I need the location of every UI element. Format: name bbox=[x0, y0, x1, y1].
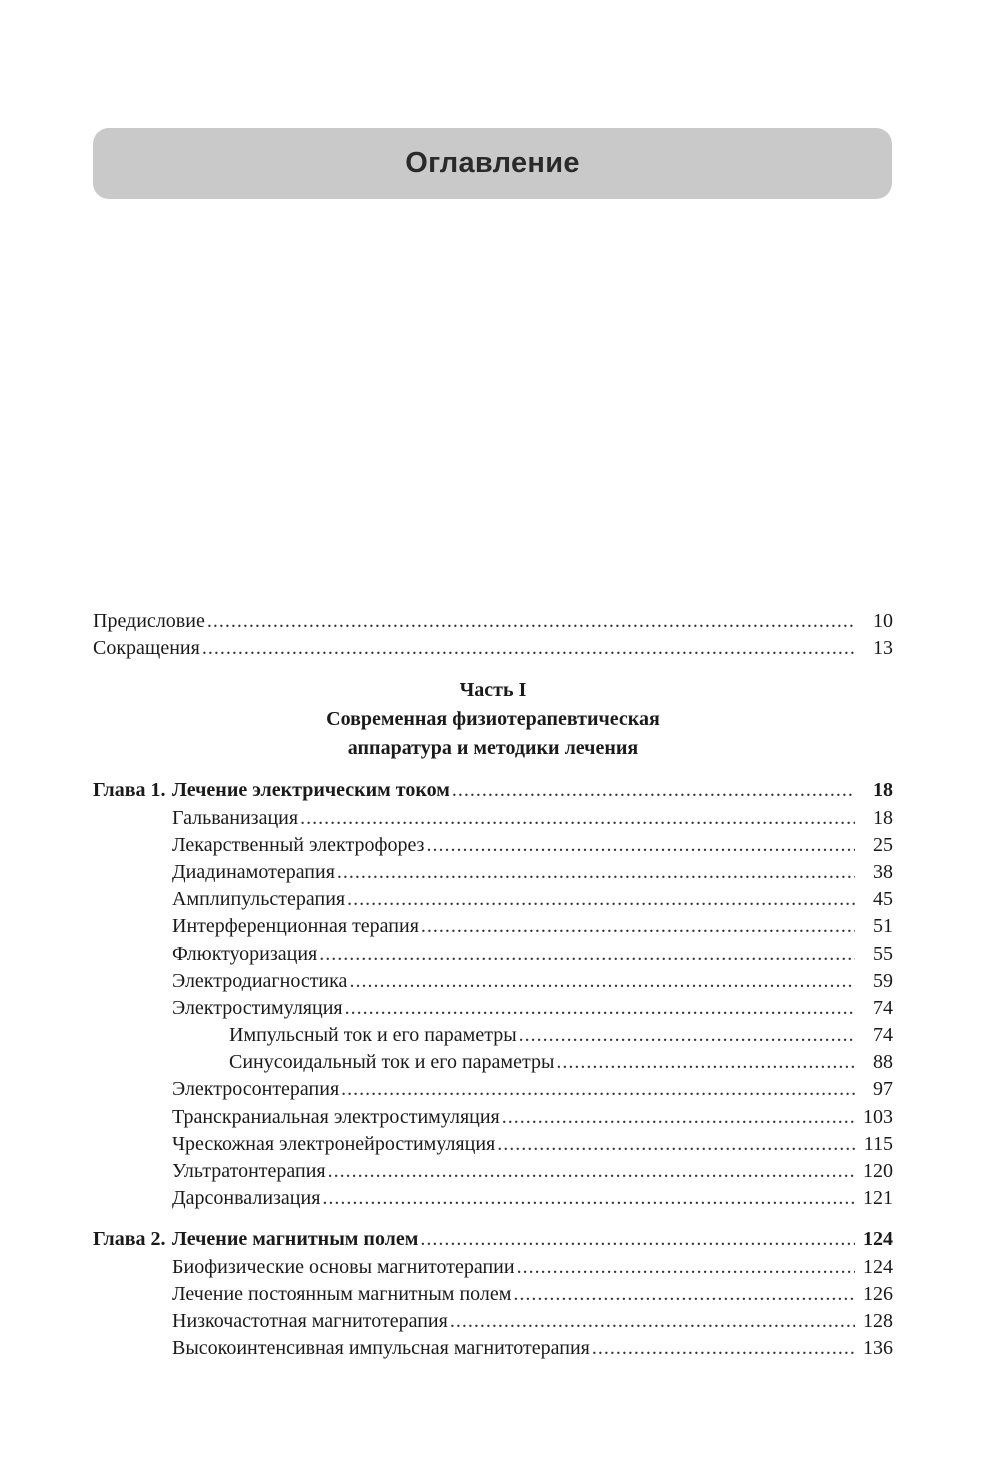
toc-section[interactable] bbox=[93, 805, 893, 832]
chapter-number: Глава 2. bbox=[93, 1228, 166, 1251]
toc-title-banner bbox=[93, 128, 892, 199]
toc-entry-page: 120 bbox=[863, 1160, 893, 1182]
toc-entry-page: 38 bbox=[873, 860, 893, 883]
toc-section-label: Ультратонтерапия bbox=[172, 1160, 326, 1182]
toc-entry-abbreviations[interactable] bbox=[93, 635, 893, 662]
toc-section[interactable] bbox=[93, 1104, 893, 1131]
leader-dots bbox=[337, 859, 855, 886]
toc-section-label: Дарсонвализация bbox=[172, 1187, 321, 1210]
chapter-title: Лечение электрическим током bbox=[172, 779, 450, 802]
toc-entry-label: Сокращения bbox=[93, 637, 200, 660]
toc-entry-page: 136 bbox=[863, 1337, 893, 1360]
chapter-number: Глава 1. bbox=[93, 779, 166, 802]
toc-section[interactable] bbox=[93, 1076, 893, 1103]
toc-chapter-1[interactable] bbox=[93, 777, 893, 804]
toc-entry-page: 18 bbox=[873, 806, 893, 829]
leader-dots bbox=[519, 1022, 855, 1049]
leader-dots bbox=[450, 1308, 855, 1335]
leader-dots bbox=[556, 1049, 855, 1076]
leader-dots bbox=[421, 913, 855, 940]
toc-entry-page: 97 bbox=[873, 1078, 893, 1101]
toc-entry-preface[interactable] bbox=[93, 608, 893, 635]
toc-section-label: Интерференционная терапия bbox=[172, 915, 419, 938]
toc-section-label: Высокоинтенсивная импульсная магнитотерапия bbox=[172, 1337, 590, 1360]
toc-entry-page: 13 bbox=[873, 637, 893, 660]
toc-entry-page: 55 bbox=[873, 942, 893, 965]
toc-entry-page: 128 bbox=[863, 1309, 893, 1332]
toc-section[interactable] bbox=[93, 968, 893, 995]
toc-section-label: Низкочастотная магнитотерапия bbox=[172, 1309, 448, 1332]
toc-subsection-label: Синусоидальный ток и его параметры bbox=[229, 1051, 555, 1074]
toc-entry-page: 59 bbox=[873, 969, 893, 992]
toc-section[interactable] bbox=[93, 886, 893, 913]
toc-section[interactable] bbox=[93, 1335, 893, 1362]
part-title-line-1: Современная физиотерапевтическая bbox=[326, 708, 660, 731]
toc-subsection[interactable] bbox=[93, 1049, 893, 1076]
toc-section-label: Электродиагностика bbox=[172, 969, 348, 992]
toc-subsection[interactable] bbox=[93, 1022, 893, 1049]
part-number: Часть I bbox=[459, 679, 527, 702]
toc-section-label: Транскраниальная электростимуляция bbox=[172, 1105, 500, 1128]
toc-entry-page: 74 bbox=[873, 996, 893, 1019]
chapter-gap bbox=[93, 1212, 893, 1226]
part-heading bbox=[93, 676, 893, 763]
toc-section-label: Гальванизация bbox=[172, 806, 299, 829]
toc-section[interactable] bbox=[93, 913, 893, 940]
toc-section[interactable] bbox=[93, 1131, 893, 1158]
toc-entry-page: 121 bbox=[863, 1187, 893, 1210]
toc-section[interactable] bbox=[93, 1254, 893, 1281]
toc-section-label: Электростимуляция bbox=[172, 996, 343, 1019]
leader-dots bbox=[322, 1185, 855, 1212]
page-title: Оглавление bbox=[405, 147, 580, 179]
chapter-title: Лечение магнитным полем bbox=[172, 1228, 419, 1251]
toc-section[interactable] bbox=[93, 941, 893, 968]
toc-section[interactable] bbox=[93, 1308, 893, 1335]
toc-entry-page: 88 bbox=[873, 1051, 893, 1074]
toc-entry-page: 10 bbox=[873, 610, 893, 632]
toc-section-label: Электросонтерапия bbox=[172, 1078, 340, 1101]
leader-dots bbox=[345, 995, 855, 1022]
toc-entry-page: 45 bbox=[873, 888, 893, 911]
leader-dots bbox=[202, 635, 855, 662]
toc-section-label: Лечение постоянным магнитным полем bbox=[172, 1282, 512, 1305]
toc-chapter-2[interactable] bbox=[93, 1226, 893, 1253]
leader-dots bbox=[420, 1226, 855, 1253]
leader-dots bbox=[319, 941, 855, 968]
leader-dots bbox=[592, 1335, 855, 1362]
leader-dots bbox=[452, 777, 855, 804]
toc-section[interactable] bbox=[93, 1281, 893, 1308]
toc-entry-page: 124 bbox=[863, 1228, 893, 1251]
toc-section[interactable] bbox=[93, 1158, 893, 1185]
toc-entry-page: 124 bbox=[863, 1255, 893, 1278]
part-title-line-2: аппаратура и методики лечения bbox=[347, 737, 639, 760]
toc-subsection-label: Импульсный ток и его параметры bbox=[229, 1024, 517, 1047]
leader-dots bbox=[328, 1158, 855, 1185]
toc-section[interactable] bbox=[93, 995, 893, 1022]
leader-dots bbox=[517, 1254, 855, 1281]
toc-entry-label: Предисловие bbox=[93, 610, 205, 632]
leader-dots bbox=[300, 805, 855, 832]
leader-dots bbox=[347, 886, 855, 913]
toc-section-label: Диадинамотерапия bbox=[172, 860, 335, 883]
toc-section[interactable] bbox=[93, 859, 893, 886]
toc-section-label: Флюктуоризация bbox=[172, 942, 318, 965]
toc-entry-page: 103 bbox=[863, 1105, 893, 1128]
toc-section-label: Лекарственный электрофорез bbox=[172, 833, 425, 856]
toc-entry-page: 126 bbox=[863, 1282, 893, 1305]
toc-section-label: Чрескожная электронейростимуляция bbox=[172, 1132, 496, 1155]
toc-entry-page: 25 bbox=[873, 833, 893, 856]
toc-entry-page: 18 bbox=[873, 779, 893, 802]
leader-dots bbox=[502, 1104, 855, 1131]
leader-dots bbox=[513, 1281, 855, 1308]
leader-dots bbox=[349, 968, 855, 995]
toc-section-label: Биофизические основы магнитотерапии bbox=[172, 1255, 515, 1278]
toc-entry-page: 74 bbox=[873, 1024, 893, 1047]
toc-entry-page: 51 bbox=[873, 915, 893, 938]
leader-dots bbox=[207, 608, 855, 635]
leader-dots bbox=[497, 1131, 855, 1158]
leader-dots bbox=[426, 832, 855, 859]
table-of-contents bbox=[93, 608, 893, 1362]
toc-section[interactable] bbox=[93, 1185, 893, 1212]
toc-section-label: Амплипульстерапия bbox=[172, 888, 346, 911]
leader-dots bbox=[341, 1076, 855, 1103]
toc-entry-page: 115 bbox=[863, 1132, 893, 1155]
toc-section[interactable] bbox=[93, 832, 893, 859]
